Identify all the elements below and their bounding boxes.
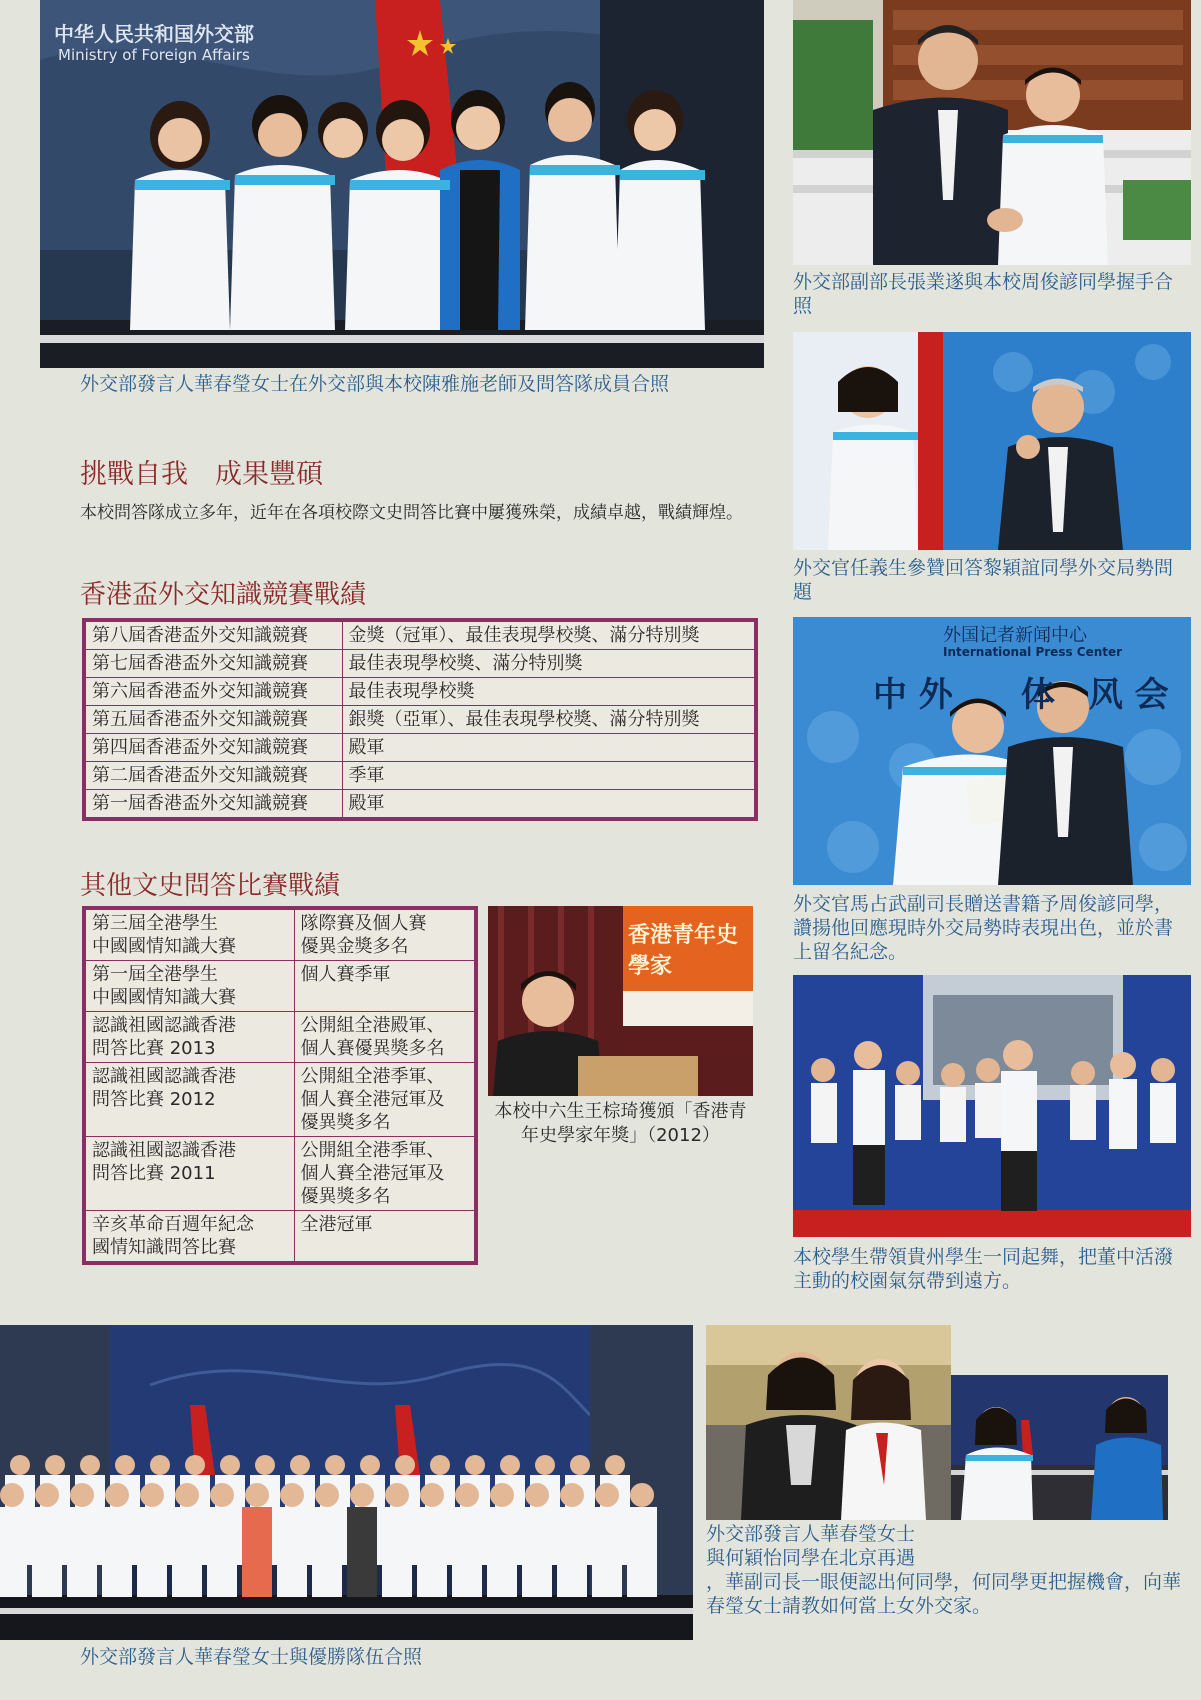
- other-comp-competition-cell: 認識祖國認識香港 問答比賽 2013: [84, 1012, 294, 1063]
- hk-cup-result-cell: 最佳表現學校獎、滿分特別獎: [342, 650, 756, 678]
- other-comp-competition-cell: 認識祖國認識香港 問答比賽 2012: [84, 1063, 294, 1137]
- other-comp-result-cell: 全港冠軍: [294, 1211, 476, 1264]
- caption-bottom-right-rest: ，華副司長一眼便認出何同學，何同學更把握機會，向華春瑩女士請教如何當上女外交家。: [706, 1571, 1182, 1617]
- section-title-other: 其他文史問答比賽戰績: [80, 871, 341, 901]
- caption-right-4: 本校學生帶領貴州學生一同起舞，把董中活潑主動的校園氣氛帶到遠方。: [793, 1246, 1174, 1292]
- mofa-sign-cn: 中华人民共和国外交部: [54, 22, 254, 46]
- photo-young-historian-award: [488, 906, 753, 1096]
- photo-book-presentation: [793, 617, 1191, 885]
- hk-cup-competition-cell: 第八屆香港盃外交知識競賽: [84, 620, 342, 650]
- mofa-sign-en: Ministry of Foreign Affairs: [58, 46, 250, 64]
- other-comp-result-cell: 隊際賽及個人賽 優異金獎多名: [294, 908, 476, 961]
- ipc-banner-big: 中 外 体 风 会: [873, 675, 1169, 715]
- other-comp-competition-cell: 認識祖國認識香港 問答比賽 2011: [84, 1137, 294, 1211]
- hk-cup-row: [84, 620, 756, 650]
- historian-banner: 香港青年史學家: [628, 922, 739, 979]
- photo-group-with-spokesperson: [0, 1325, 693, 1640]
- photo-spokesperson-with-student: [706, 1325, 951, 1520]
- photo-handshake-vice-minister: [793, 0, 1191, 265]
- hk-cup-result-cell: 銀獎（亞軍）、最佳表現學校獎、滿分特別獎: [342, 706, 756, 734]
- other-comp-row: [84, 908, 476, 961]
- hk-cup-result-cell: 最佳表現學校獎: [342, 678, 756, 706]
- hk-cup-row: [84, 678, 756, 706]
- section-title-challenge: 挑戰自我 成果豐碩: [80, 459, 323, 490]
- hk-cup-result-cell: 殿軍: [342, 734, 756, 762]
- section-title-hk-cup: 香港盃外交知識競賽戰績: [80, 580, 367, 610]
- caption-top-left: 外交部發言人華春瑩女士在外交部與本校陳雅施老師及問答隊成員合照: [80, 373, 670, 395]
- hk-cup-row: [84, 762, 756, 790]
- hk-cup-competition-cell: 第七屆香港盃外交知識競賽: [84, 650, 342, 678]
- hk-cup-result-cell: 季軍: [342, 762, 756, 790]
- caption-right-3: 外交官馬占武副司長贈送書籍予周俊諺同學，讚揚他回應現時外交局勢時表現出色，並於書上留名紀念。: [793, 893, 1174, 963]
- hk-cup-row: [84, 706, 756, 734]
- caption-bottom-right-line1: 外交部發言人華春瑩女士: [706, 1523, 916, 1545]
- other-comp-competition-cell: 辛亥革命百週年紀念 國情知識問答比賽: [84, 1211, 294, 1264]
- hk-cup-result-cell: 殿軍: [342, 790, 756, 820]
- other-comp-result-cell: 個人賽季軍: [294, 961, 476, 1012]
- caption-bottom-left: 外交部發言人華春瑩女士與優勝隊伍合照: [80, 1646, 423, 1668]
- section-intro: 本校問答隊成立多年，近年在各項校際文史問答比賽中屢獲殊榮，成績卓越，戰績輝煌。: [80, 503, 743, 523]
- hk-cup-row: [84, 734, 756, 762]
- caption-speaker: 本校中六生王棕琦獲頒「香港青年史學家年獎」（2012）: [494, 1101, 747, 1146]
- other-comp-result-cell: 公開組全港殿軍、 個人賽優異獎多名: [294, 1012, 476, 1063]
- hk-cup-results-table: [82, 618, 758, 821]
- other-comp-row: [84, 1137, 476, 1211]
- hk-cup-row: [84, 650, 756, 678]
- caption-bottom-right-block: [706, 1522, 1186, 1618]
- photo-dance-guizhou: [793, 975, 1191, 1237]
- other-comp-row: [84, 1063, 476, 1137]
- caption-top-right: 外交部副部長張業遂與本校周俊諺同學握手合照: [793, 271, 1174, 317]
- other-comp-competition-cell: 第三屆全港學生 中國國情知識大賽: [84, 908, 294, 961]
- hk-cup-competition-cell: 第二屆香港盃外交知識競賽: [84, 762, 342, 790]
- ipc-banner-en: International Press Center: [943, 645, 1123, 659]
- other-comp-result-cell: 公開組全港季軍、 個人賽全港冠軍及 優異獎多名: [294, 1137, 476, 1211]
- hk-cup-row: [84, 790, 756, 820]
- ipc-banner-cn: 外国记者新闻中心: [943, 625, 1087, 646]
- photo-mofa-press-room-group: [40, 0, 764, 368]
- hk-cup-competition-cell: 第一屆香港盃外交知識競賽: [84, 790, 342, 820]
- other-comp-result-cell: 公開組全港季軍、 個人賽全港冠軍及 優異獎多名: [294, 1063, 476, 1137]
- caption-bottom-right-line2: 與何穎怡同學在北京再遇: [706, 1547, 916, 1569]
- hk-cup-competition-cell: 第五屆香港盃外交知識競賽: [84, 706, 342, 734]
- hk-cup-result-cell: 金獎（冠軍）、最佳表現學校獎、滿分特別獎: [342, 620, 756, 650]
- hk-cup-competition-cell: 第六屆香港盃外交知識競賽: [84, 678, 342, 706]
- photo-spokesperson-answering: [951, 1375, 1168, 1520]
- other-comp-row: [84, 961, 476, 1012]
- other-comp-row: [84, 1211, 476, 1264]
- photo-counsellor-answering: [793, 332, 1191, 550]
- other-comp-row: [84, 1012, 476, 1063]
- caption-right-2: 外交官任義生參贊回答黎穎誼同學外交局勢問題: [793, 557, 1174, 603]
- other-results-table: [82, 906, 478, 1265]
- other-comp-competition-cell: 第一屆全港學生 中國國情知識大賽: [84, 961, 294, 1012]
- hk-cup-competition-cell: 第四屆香港盃外交知識競賽: [84, 734, 342, 762]
